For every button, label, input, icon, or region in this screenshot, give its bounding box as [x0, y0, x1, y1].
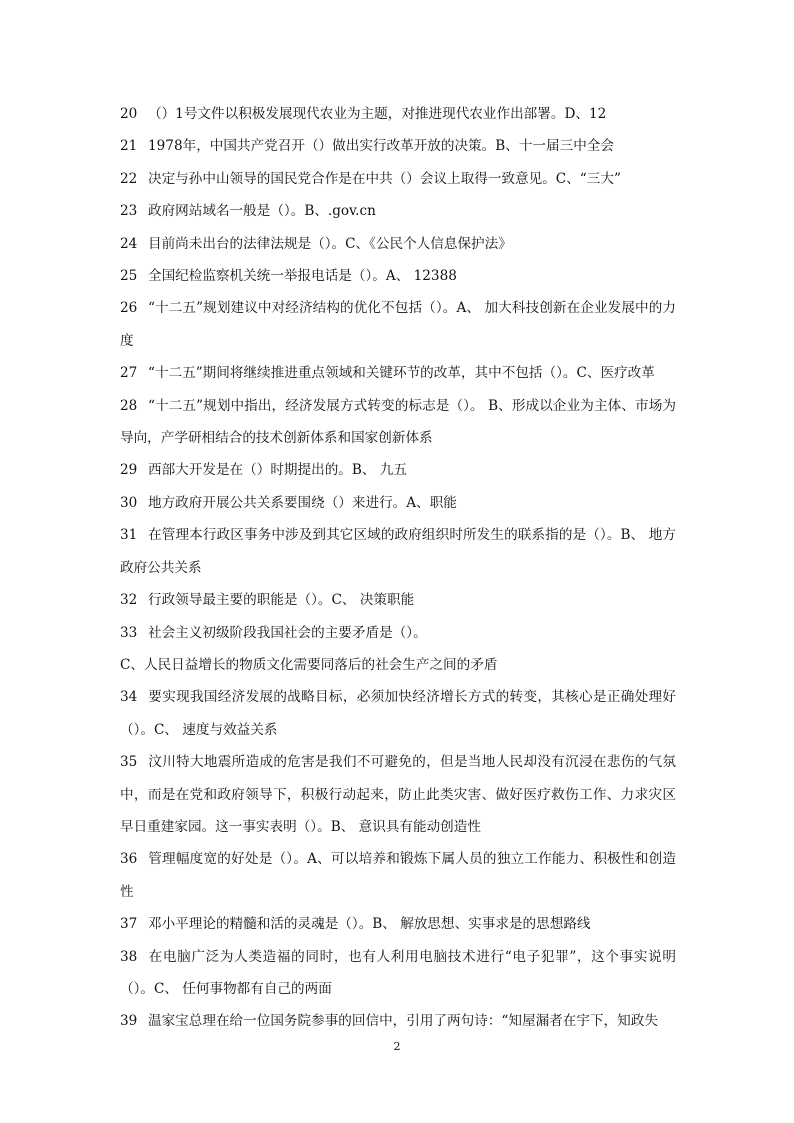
question-33: [120, 617, 676, 649]
question-33-answer: C、人民日益增长的物质文化需要同落后的社会生产之间的矛盾: [120, 656, 498, 673]
question-number: 38: [120, 948, 138, 965]
question-number: 22: [120, 170, 138, 187]
document-body: [120, 98, 676, 1038]
question-35: [120, 746, 676, 843]
question-text: 1978年，中国共产党召开（）做出实行改革开放的决策。B、十一届三中全会: [148, 138, 614, 155]
question-23: [120, 195, 676, 227]
question-text: “十二五”规划建议中对经济结构的优化不包括（）。A、 加大科技创新在企业发展中的力度: [120, 300, 676, 349]
question-number: 21: [120, 138, 138, 155]
question-text: 政府网站域名一般是（）。B、.gov.cn: [148, 203, 376, 220]
question-text: 全国纪检监察机关统一举报电话是（）。A、 12388: [148, 268, 457, 285]
question-text: “十二五”规划中指出，经济发展方式转变的标志是（）。 B、形成以企业为主体、市场为导向，产学研相结合的技术创新体系和国家创新体系: [120, 397, 676, 447]
question-text: 在管理本行政区事务中涉及到其它区域的政府组织时所发生的联系指的是（）。B、 地方政府公共关系: [120, 527, 676, 576]
question-number: 32: [120, 592, 138, 609]
question-26: [120, 292, 676, 357]
question-text: “十二五”期间将继续推进重点领域和关键环节的改革，其中不包括（）。C、医疗改革: [148, 365, 655, 382]
question-number: 36: [120, 851, 138, 868]
question-number: 37: [120, 916, 138, 933]
question-text: （）1号文件以积极发展现代农业为主题，对推进现代农业作出部署。D、12: [148, 106, 607, 122]
question-number: 20: [120, 106, 138, 122]
question-text: 地方政府开展公共关系要围绕（）来进行。A、职能: [148, 494, 457, 511]
question-20: [120, 98, 676, 130]
question-text: 管理幅度宽的好处是（）。A、可以培养和锻炼下属人员的独立工作能力、积极性和创造性: [120, 851, 676, 900]
question-25: [120, 260, 676, 292]
question-text: 温家宝总理在给一位国务院参事的回信中，引用了两句诗：“知屋漏者在宇下，知政失: [148, 1013, 658, 1030]
question-number: 29: [120, 462, 138, 479]
question-text: 社会主义初级阶段我国社会的主要矛盾是（）。: [148, 624, 427, 641]
question-21: [120, 130, 676, 162]
question-number: 39: [120, 1013, 138, 1030]
question-number: 23: [120, 203, 138, 220]
question-text: 决定与孙中山领导的国民党合作是在中共（）会议上取得一致意见。C、“三大”: [148, 170, 621, 187]
question-text: 邓小平理论的精髓和活的灵魂是（）。B、 解放思想、实事求是的思想路线: [148, 916, 591, 933]
question-31: [120, 519, 676, 584]
question-32: [120, 584, 676, 616]
question-number: 25: [120, 268, 138, 285]
question-text: 汶川特大地震所造成的危害是我们不可避免的，但是当地人民却没有沉浸在悲伤的气氛中，而是在党和政府领导下，积极行动起来，防止此类灾害、做好医疗救伤工作、力求灾区早日重建家园。这一事实表明（）。B、 意识具有能动创造性: [120, 754, 676, 835]
question-29: [120, 454, 676, 486]
question-22: [120, 163, 676, 195]
question-38: [120, 941, 676, 1006]
question-30: [120, 487, 676, 519]
question-36: [120, 843, 676, 908]
question-27: [120, 357, 676, 389]
question-24: [120, 228, 676, 260]
question-number: 26: [120, 300, 138, 317]
question-number: 33: [120, 624, 138, 641]
question-39: [120, 1005, 676, 1037]
question-text: 目前尚未出台的法律法规是（）。C、《公民个人信息保护法》: [148, 235, 512, 252]
question-number: 34: [120, 689, 138, 706]
question-28: [120, 390, 676, 455]
question-34: [120, 681, 676, 746]
question-text: 要实现我国经济发展的战略目标，必须加快经济增长方式的转变，其核心是正确处理好（）。C、 速度与效益关系: [120, 689, 676, 738]
question-number: 27: [120, 365, 138, 382]
question-text: 在电脑广泛为人类造福的同时，也有人利用电脑技术进行“电子犯罪”，这个事实说明（）。C、 任何事物都有自己的两面: [120, 948, 676, 997]
question-number: 31: [120, 527, 138, 544]
question-text: 西部大开发是在（）时期提出的。B、 九五: [148, 462, 407, 479]
question-37: [120, 908, 676, 940]
page-number: 2: [393, 1040, 401, 1053]
question-number: 30: [120, 494, 138, 511]
question-text: 行政领导最主要的职能是（）。C、 决策职能: [148, 592, 415, 609]
question-number: 28: [120, 397, 138, 414]
question-number: 24: [120, 235, 138, 252]
question-number: 35: [120, 754, 138, 771]
